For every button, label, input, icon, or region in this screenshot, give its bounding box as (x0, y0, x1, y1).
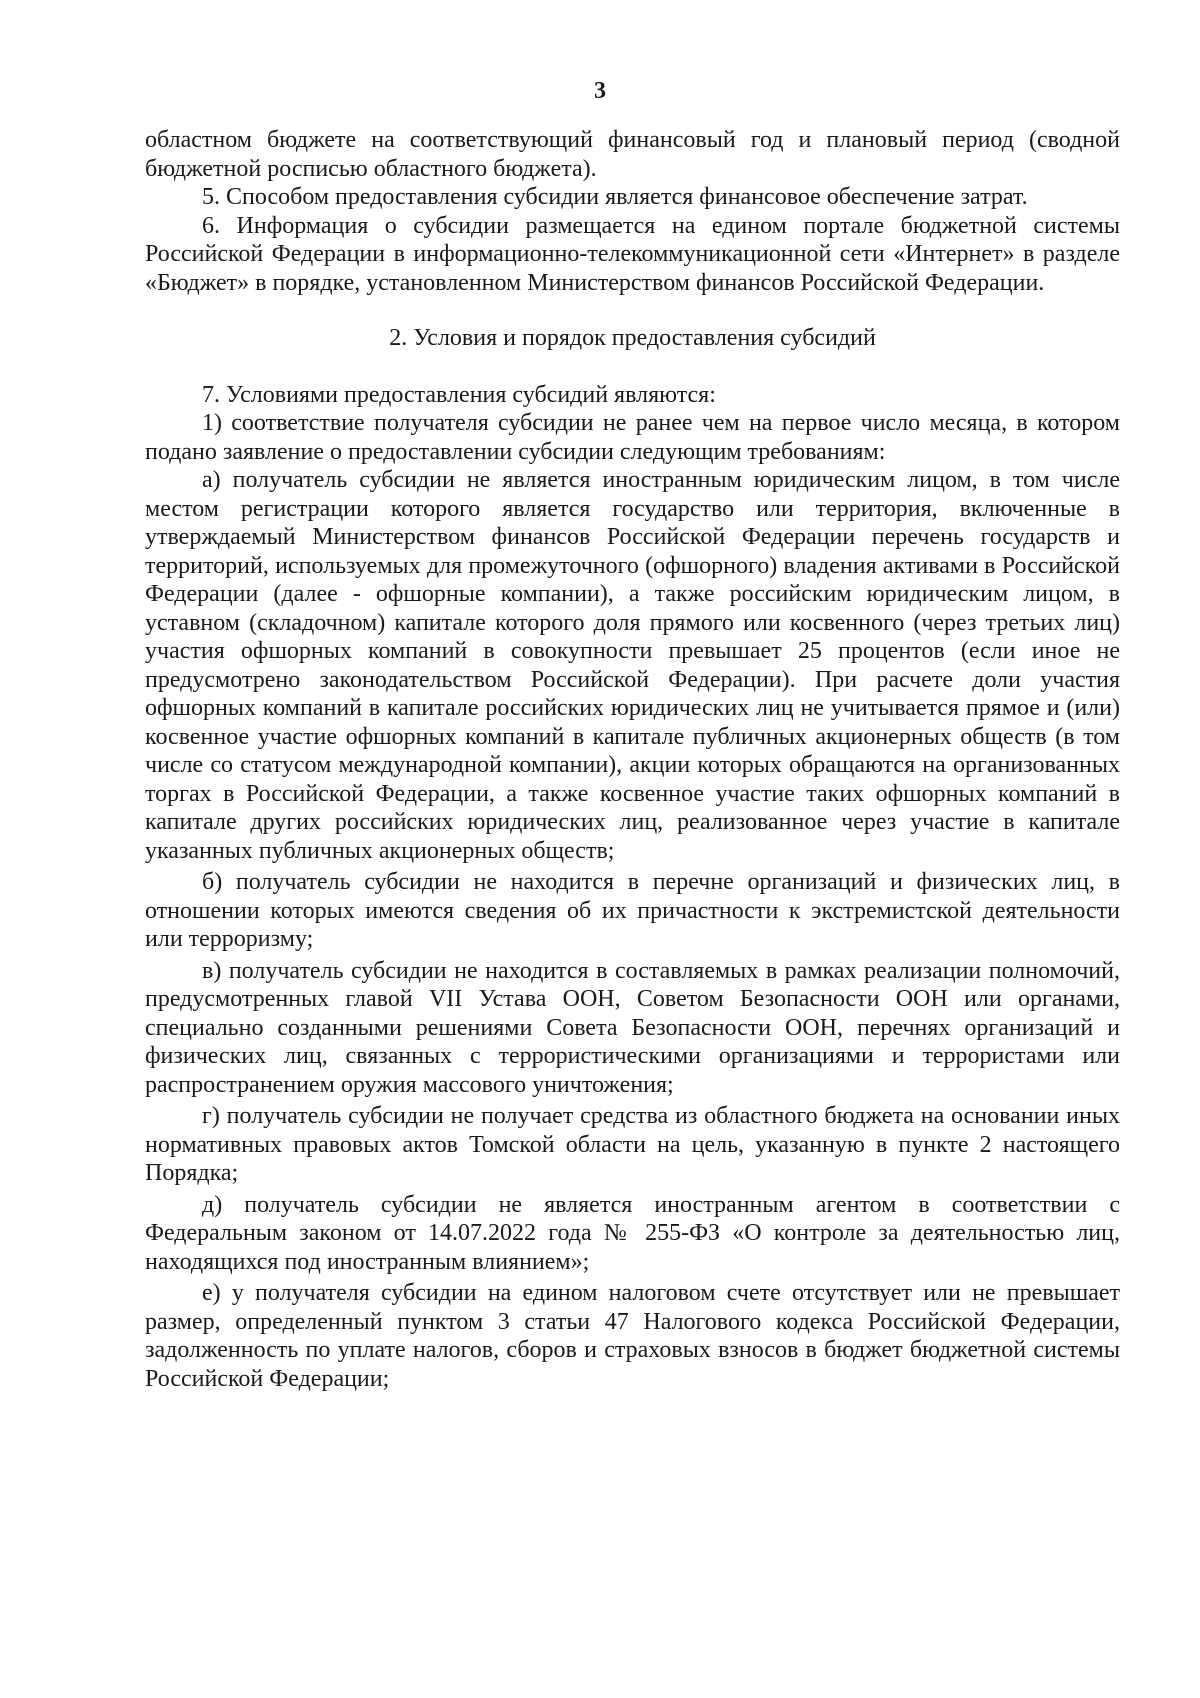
page-number: 3 (594, 78, 606, 104)
paragraph-7-item-v: в) получатель субсидии не находится в составляемых в рамках реализации полномочий, предусмотренных главой VII Устава ООН, Советом Безопасности ООН или органами, специально созданными решениями Совета Безопасности ООН, перечнях организаций и физических лиц, связанных с террористическими организациями и террористами или распространением оружия массового уничтожения; (145, 957, 1120, 1098)
paragraph-budget-continuation: областном бюджете на соответствующий финансовый год и плановый период (сводной бюджетной росписью областного бюджета). (145, 127, 1120, 182)
document-body (145, 126, 1120, 1393)
paragraph-5: 5. Способом предоставления субсидии является финансовое обеспечение затрат. (202, 184, 1028, 210)
paragraph-7-item-1: 1) соответствие получателя субсидии не ранее чем на первое число месяца, в котором подано заявление о предоставлении субсидии следующим требованиям: (145, 410, 1120, 465)
section-heading-2: 2. Условия и порядок предоставления субсидий (389, 325, 876, 351)
paragraph-7-item-a: а) получатель субсидии не является иностранным юридическим лицом, в том числе местом регистрации которого является государство или территория, включенные в утверждаемый Министерством финансов Российской Федерации перечень государств и территорий, используемых для промежуточного (офшорного) владения активами в Российской Федерации (далее - офшорные компании), а также российским юридическим лицом, в уставном (складочном) капитале которого доля прямого или косвенного (через третьих лиц) участия офшорных компаний в совокупности превышает 25 процентов (если иное не предусмотрено законодательством Российской Федерации). При расчете доли участия офшорных компаний в капитале российских юридических лиц не учитывается прямое и (или) косвенное участие офшорных компаний в капитале публичных акционерных обществ (в том числе со статусом международной компании), акции которых обращаются на организованных торгах в Российской Федерации, а также косвенное участие таких офшорных компаний в капитале других российских юридических лиц, реализованное через участие в капитале указанных публичных акционерных обществ; (145, 467, 1120, 864)
paragraph-7-item-e: е) у получателя субсидии на едином налоговом счете отсутствует или не превышает размер, определенный пунктом 3 статьи 47 Налогового кодекса Российской Федерации, задолженность по уплате налогов, сборов и страховых взносов в бюджет бюджетной системы Российской Федерации; (145, 1280, 1120, 1392)
paragraph-7: 7. Условиями предоставления субсидий являются: (202, 381, 716, 408)
paragraph-6: 6. Информация о субсидии размещается на едином портале бюджетной системы Российской Федерации в информационно-телекоммуникационной сети «Интернет» в разделе «Бюджет» в порядке, установленном Министерством финансов Российской Федерации. (145, 212, 1120, 296)
paragraph-7-item-d: д) получатель субсидии не является иностранным агентом в соответствии с Федеральным законом от 14.07.2022 года № 255-ФЗ «О контроле за деятельностью лиц, находящихся под иностранным влиянием»; (145, 1191, 1120, 1275)
paragraph-7-item-b: б) получатель субсидии не находится в перечне организаций и физических лиц, в отношении которых имеются сведения об их причастности к экстремистской деятельности или терроризму; (145, 869, 1120, 952)
paragraph-7-item-g: г) получатель субсидии не получает средства из областного бюджета на основании иных нормативных правовых актов Томской области на цель, указанную в пункте 2 настоящего Порядка; (145, 1103, 1120, 1186)
